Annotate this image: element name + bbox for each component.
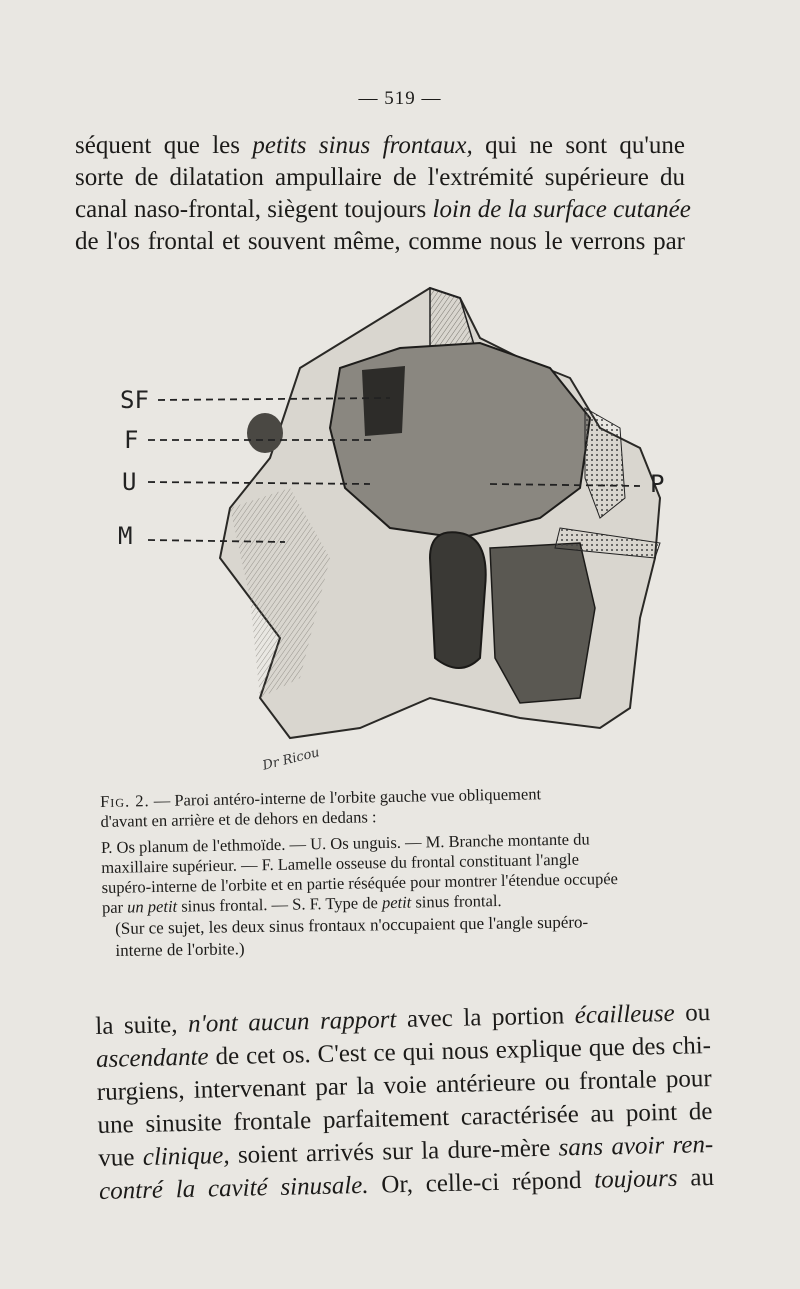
label-m: M	[118, 522, 133, 550]
italic-run: ascendante	[95, 1043, 209, 1073]
text-run: ou	[674, 999, 711, 1027]
text-run: au	[677, 1164, 715, 1192]
note-line: interne de l'orbite.)	[115, 939, 245, 960]
italic-run: toujours	[593, 1164, 678, 1194]
text-run: sinus frontal.	[411, 891, 502, 912]
italic-run: petit	[381, 892, 412, 913]
caption-line: d'avant en arrière et de dehors en dedans :	[100, 807, 377, 831]
bottom-paragraph	[95, 996, 714, 1208]
figure-caption	[100, 781, 712, 918]
artist-signature: Dr Ricou	[261, 745, 322, 774]
caption-line: maxillaire supérieur. — F. Lamelle osseuse du frontal constituant l'angle	[101, 849, 580, 877]
text-run: sinus frontal. — S. F. Type de	[176, 893, 383, 916]
text-run: vue	[98, 1143, 144, 1172]
text-run: — Paroi antéro-interne de l'orbite gauche vue obliquement	[149, 784, 542, 811]
italic-run: n'ont aucun rapport	[187, 1006, 397, 1038]
text-run: avec la portion	[396, 1002, 576, 1034]
text-line	[75, 130, 685, 162]
text-line: sorte de dilatation ampullaire de l'extrémité supérieure du	[75, 164, 685, 191]
caption-line: P. Os planum de l'ethmoïde. — U. Os unguis. — M. Branche montante du	[100, 829, 590, 857]
italic-run: sans avoir ren-	[558, 1131, 714, 1162]
label-p: P	[650, 470, 665, 498]
italic-run: clinique,	[142, 1141, 230, 1171]
skull-illustration	[100, 258, 690, 788]
page-number: — 519 —	[358, 88, 442, 109]
text-run: la suite,	[95, 1010, 189, 1040]
figure-reference: Fig. 2.	[100, 791, 150, 811]
small-sinus-oval	[247, 413, 283, 453]
orbit-drawing	[100, 258, 690, 788]
lower-cavity	[430, 532, 486, 668]
italic-run: contré la cavité sinusale.	[98, 1171, 369, 1205]
label-sf: SF	[120, 386, 149, 414]
caption-line: supéro-interne de l'orbite et en partie réséquée pour montrer l'étendue occupée	[101, 868, 619, 897]
label-f: F	[124, 426, 139, 454]
italic-run: petits sinus frontaux,	[252, 132, 473, 159]
italic-run: un petit	[127, 896, 178, 917]
top-paragraph	[75, 130, 691, 258]
caption-note	[115, 910, 716, 962]
frontal-sinus	[362, 366, 405, 436]
text-run: séquent que les	[75, 132, 253, 159]
text-run: qui ne sont qu'une	[472, 132, 685, 159]
text-line	[75, 194, 691, 226]
text-run: canal naso-frontal, siègent toujours	[75, 196, 433, 223]
label-u: U	[122, 468, 137, 496]
italic-run: écailleuse	[574, 999, 675, 1030]
text-line: rurgiens, intervenant par la voie antérieure ou frontale pour	[96, 1065, 713, 1106]
italic-run: loin de la surface cutanée	[432, 196, 691, 223]
text-run: Or, celle-ci répond	[368, 1166, 595, 1199]
text-line: de l'os frontal et souvent même, comme nous le verrons par	[75, 228, 685, 255]
note-line: (Sur ce sujet, les deux sinus frontaux n'occupaient que l'angle supéro-	[115, 912, 589, 938]
text-run: de cet os. C'est ce qui nous explique que des chi-	[208, 1032, 712, 1071]
text-run: soient arrivés sur la dure-mère	[229, 1134, 559, 1169]
text-run: par	[101, 897, 128, 917]
text-line: une sinusite frontale parfaitement caractérisée au point de	[97, 1098, 713, 1139]
